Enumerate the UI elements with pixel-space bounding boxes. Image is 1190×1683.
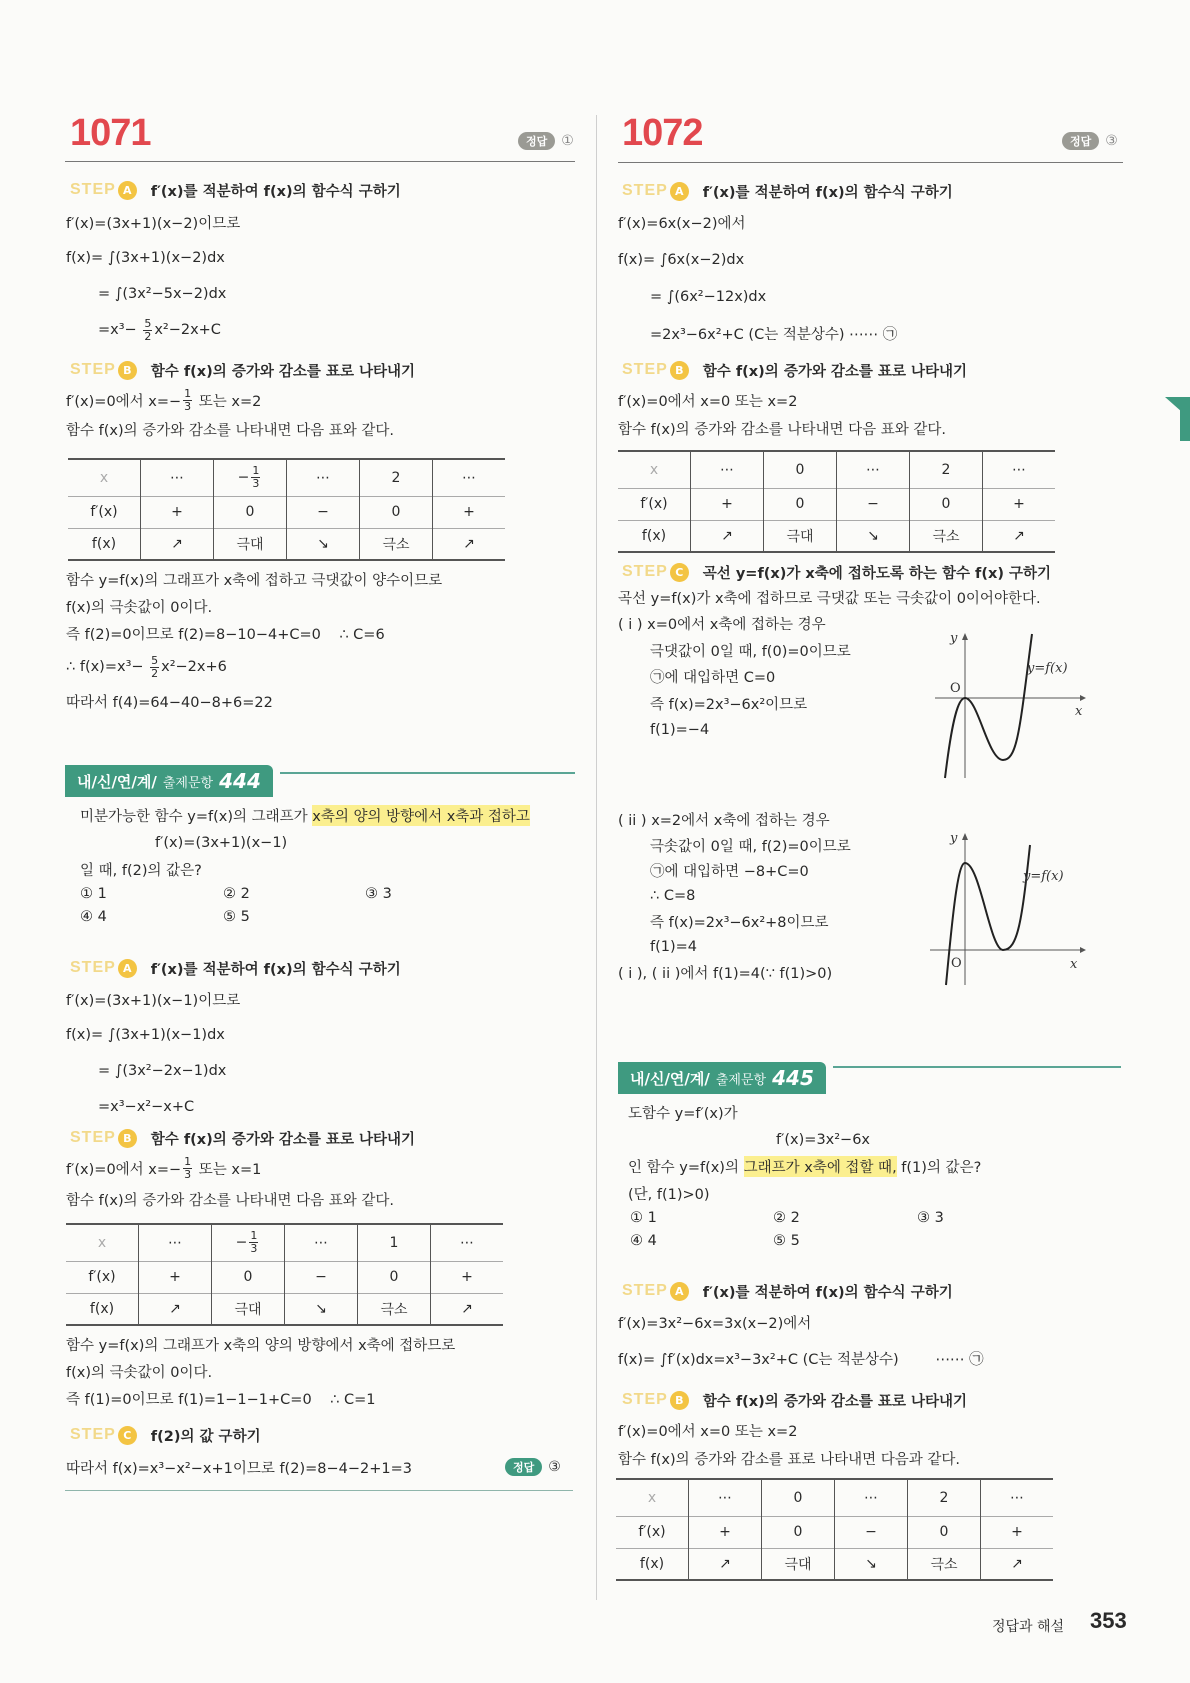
- origin-label: O: [951, 956, 962, 971]
- table-cell: f(x): [66, 1293, 139, 1325]
- text-line: = ∫(3x²−5x−2)dx: [98, 286, 227, 302]
- numerator: 5: [151, 653, 159, 667]
- text-line: = ∫(3x²−2x−1)dx: [98, 1063, 227, 1079]
- table-cell: ⋯: [285, 1224, 358, 1261]
- table-cell: [214, 459, 287, 496]
- text-line: 함수 y=f(x)의 그래프가 x축에 접하고 극댓값이 양수이므로: [66, 573, 443, 589]
- table-cell: ↘: [835, 1548, 908, 1580]
- step-label: STEP: [622, 563, 668, 580]
- step-badge: B: [670, 1391, 689, 1410]
- text-line: ㉠에 대입하면 C=0: [650, 670, 776, 687]
- table-cell: 0: [764, 451, 837, 488]
- text-line: f(x)= ∫(3x+1)(x−2)dx: [66, 250, 225, 266]
- minus-sign: −: [237, 469, 250, 486]
- choice: ② 2: [223, 886, 250, 902]
- text-segment: 미분가능한 함수 y=f(x)의 그래프가: [80, 809, 313, 825]
- table-cell: 0: [764, 488, 837, 520]
- table-cell: 2: [910, 451, 983, 488]
- text-line: f′(x)=(3x+1)(x−1): [155, 834, 288, 851]
- table-cell: +: [981, 1516, 1054, 1548]
- text-line: 따라서 f(x)=x³−x²−x+1이므로 f(2)=8−4−2+1=3: [66, 1460, 412, 1477]
- step-header: [70, 359, 415, 381]
- step-badge: A: [670, 182, 689, 201]
- graph-case-1: [920, 630, 1090, 780]
- text-line: 즉 f(1)=0이므로 f(1)=1−1−1+C=0 ∴ C=1: [66, 1392, 376, 1408]
- fraction: [249, 1230, 258, 1255]
- table-cell: ↗: [139, 1293, 212, 1325]
- step-header: [622, 180, 953, 202]
- table-cell: 0: [762, 1516, 835, 1548]
- step-badge: A: [670, 1282, 689, 1301]
- table-cell: 0: [360, 496, 433, 528]
- table-cell: 0: [908, 1516, 981, 1548]
- table-cell: 극소: [908, 1548, 981, 1580]
- header-rule: [618, 162, 1123, 163]
- text-line: 극솟값이 0일 때, f(2)=0이므로: [650, 838, 851, 855]
- step-header: [70, 179, 401, 201]
- curve-label: y=f(x): [1023, 869, 1064, 884]
- table-cell: f′(x): [66, 1261, 139, 1293]
- text-segment: 또는 x=2: [194, 394, 262, 410]
- table-row: [66, 1293, 503, 1325]
- table-cell: ⋯: [141, 459, 214, 496]
- step-header: [622, 1389, 967, 1411]
- table-cell: 극대: [762, 1548, 835, 1580]
- step-label: STEP: [622, 1282, 668, 1299]
- table-cell: −: [287, 496, 360, 528]
- highlight: x축의 양의 방향에서 x축과 접하고: [312, 805, 530, 826]
- table-cell: 극소: [910, 520, 983, 552]
- y-label: y: [950, 631, 958, 646]
- fraction: [143, 318, 152, 343]
- table-cell: ↘: [837, 520, 910, 552]
- table-cell: 0: [910, 488, 983, 520]
- problem-text: [628, 1099, 981, 1207]
- choice: ⑤ 5: [223, 909, 250, 925]
- table-cell: +: [689, 1516, 762, 1548]
- denominator: 3: [184, 1168, 192, 1181]
- table-row: [68, 528, 505, 560]
- text-segment: ∴ f(x)=x³−: [66, 659, 149, 675]
- table-cell: ⋯: [287, 459, 360, 496]
- step-header: [70, 1127, 415, 1149]
- x-axis-arrow: [1080, 947, 1086, 953]
- table-cell: f′(x): [618, 488, 691, 520]
- text-line: =2x³−6x²+C (C는 적분상수) ⋯⋯ ㉠: [650, 327, 898, 343]
- choice: ② 2: [773, 1210, 800, 1226]
- text-line: 일 때, f(2)의 값은?: [80, 863, 202, 879]
- page-number: 353: [1090, 1608, 1127, 1633]
- table-row: [616, 1479, 1053, 1516]
- origin-label: O: [950, 681, 961, 696]
- step-label: STEP: [70, 959, 116, 976]
- numerator: 1: [252, 464, 260, 478]
- related-problem-badge: [65, 765, 273, 797]
- highlight: 그래프가 x축에 접할 때,: [744, 1156, 897, 1177]
- table-cell: x: [68, 459, 141, 496]
- solution-block: [618, 1304, 984, 1376]
- numerator: 1: [184, 1155, 192, 1168]
- denominator: 2: [144, 329, 152, 343]
- table-cell: 0: [214, 496, 287, 528]
- denominator: 2: [151, 666, 159, 680]
- text-segment: f′(x)=0에서 x=−: [66, 394, 182, 410]
- table-row: [618, 451, 1055, 488]
- step-header: [622, 1280, 953, 1302]
- text-line: [66, 386, 394, 415]
- solution-block: [66, 1331, 455, 1412]
- answer-indicator: [1062, 132, 1118, 150]
- answer-label: 정답: [1062, 132, 1099, 150]
- text-line: ∴ C=8: [650, 888, 696, 905]
- table-cell: ↗: [431, 1293, 504, 1325]
- text-line: 즉 f(x)=2x³−6x²+8이므로: [650, 915, 829, 932]
- variation-table: [616, 1478, 1053, 1581]
- table-cell: f(x): [616, 1548, 689, 1580]
- step-title: f′(x)를 적분하여 f(x)의 함수식 구하기: [150, 183, 401, 200]
- related-title: 내/신/연/계/: [630, 1069, 710, 1088]
- fraction: [183, 1156, 192, 1181]
- table-cell: −: [835, 1516, 908, 1548]
- table-row: [68, 496, 505, 528]
- variation-table: [66, 1223, 503, 1326]
- answer-value: ③: [1105, 133, 1118, 149]
- table-cell: ⋯: [691, 451, 764, 488]
- x-label: x: [1070, 957, 1078, 972]
- table-cell: ⋯: [837, 451, 910, 488]
- text-segment: =x³−: [98, 322, 142, 338]
- table-cell: ⋯: [139, 1224, 212, 1261]
- table-cell: ↗: [983, 520, 1056, 552]
- text-segment: [141, 318, 154, 343]
- table-cell: ⋯: [689, 1479, 762, 1516]
- step-title: 함수 f(x)의 증가와 감소를 표로 나타내기: [702, 363, 968, 380]
- text-segment: x²−2x+C: [154, 322, 221, 338]
- table-cell: ⋯: [835, 1479, 908, 1516]
- table-row: [68, 459, 505, 496]
- step-badge: B: [118, 1129, 137, 1148]
- step-label: STEP: [622, 182, 668, 199]
- text-line: ( ii ) x=2에서 x축에 접하는 경우: [618, 813, 830, 830]
- related-number: 445: [772, 1066, 814, 1090]
- text-line: 즉 f(2)=0이므로 f(2)=8−10−4+C=0 ∴ C=6: [66, 627, 385, 643]
- curve: [945, 634, 1032, 778]
- table-cell: [212, 1224, 285, 1261]
- table-cell: +: [141, 496, 214, 528]
- table-cell: ⋯: [433, 459, 506, 496]
- text-line: ( i ) x=0에서 x축에 접하는 경우: [618, 617, 826, 634]
- table-cell: f(x): [618, 520, 691, 552]
- table-cell: +: [691, 488, 764, 520]
- text-segment: [148, 655, 161, 680]
- table-cell: +: [983, 488, 1056, 520]
- table-cell: x: [66, 1224, 139, 1261]
- text-line: f(x)= ∫(3x+1)(x−1)dx: [66, 1027, 225, 1043]
- step-label: STEP: [70, 361, 116, 378]
- table-cell: 극소: [358, 1293, 431, 1325]
- chapter-tab: [1165, 397, 1190, 441]
- text-line: =x³−x²−x+C: [98, 1099, 195, 1115]
- text-line: (단, f(1)>0): [628, 1187, 710, 1203]
- solution-block: [618, 386, 946, 442]
- text-line: f(x)의 극솟값이 0이다.: [66, 600, 213, 616]
- problem-number: 1071: [70, 112, 151, 154]
- text-line: f(x)의 극솟값이 0이다.: [66, 1365, 213, 1381]
- table-row: [618, 488, 1055, 520]
- choice: ④ 4: [630, 1233, 657, 1249]
- solution-block: [618, 807, 851, 986]
- choice: ④ 4: [80, 909, 107, 925]
- table-cell: f′(x): [616, 1516, 689, 1548]
- choice: ③ 3: [917, 1210, 944, 1226]
- solution-block: [66, 566, 442, 647]
- step-badge: A: [118, 181, 137, 200]
- table-cell: 2: [908, 1479, 981, 1516]
- solution-block: [618, 204, 897, 352]
- table-cell: −: [837, 488, 910, 520]
- denominator: 3: [252, 477, 260, 491]
- text-line: f(1)=4: [650, 939, 698, 956]
- table-row: [618, 520, 1055, 552]
- section-end-rule: [65, 1490, 573, 1491]
- numerator: 5: [144, 316, 152, 330]
- step-header: [622, 359, 967, 381]
- answer-indicator: [518, 132, 574, 150]
- problem-number: 1072: [622, 112, 703, 154]
- table-cell: 극대: [214, 528, 287, 560]
- table-row: [66, 1261, 503, 1293]
- y-axis-arrow: [962, 833, 968, 840]
- text-line: [66, 1153, 394, 1184]
- table-row: [66, 1224, 503, 1261]
- choice: ① 1: [630, 1210, 657, 1226]
- table-cell: ⋯: [981, 1479, 1054, 1516]
- x-axis-arrow: [1080, 695, 1086, 701]
- text-line: 따라서 f(4)=64−40−8+6=22: [66, 694, 273, 711]
- column-divider: [596, 115, 597, 1600]
- table-cell: ↗: [141, 528, 214, 560]
- text-line: = ∫(6x²−12x)dx: [650, 288, 767, 305]
- text-line: f′(x)=(3x+1)(x−1)이므로: [66, 992, 241, 1009]
- table-cell: f(x): [68, 528, 141, 560]
- text-segment: x²−2x+6: [161, 659, 227, 675]
- table-cell: 0: [358, 1261, 431, 1293]
- solution-block: [66, 386, 394, 444]
- table-cell: ⋯: [983, 451, 1056, 488]
- solution-block: [618, 1416, 960, 1472]
- text-line: 곡선 y=f(x)가 x축에 접하므로 극댓값 또는 극솟값이 0이어야한다.: [618, 590, 1041, 607]
- text-line: [66, 312, 240, 348]
- text-line: 함수 f(x)의 증가와 감소를 나타내면 다음 표와 같다.: [66, 1193, 395, 1209]
- table-cell: x: [618, 451, 691, 488]
- table-cell: +: [139, 1261, 212, 1293]
- final-answer: [505, 1458, 561, 1476]
- footer-label: 정답과 해설: [992, 1619, 1065, 1635]
- text-line: 즉 f(x)=2x³−6x²이므로: [650, 696, 808, 713]
- choice: ③ 3: [365, 886, 392, 902]
- table-cell: 극대: [764, 520, 837, 552]
- answer-value: ①: [561, 133, 574, 149]
- graph-case-2: [920, 830, 1090, 990]
- text-line: 함수 f(x)의 증가와 감소를 나타내면 다음 표와 같다.: [618, 421, 947, 438]
- related-number: 444: [219, 769, 261, 793]
- table-cell: +: [431, 1261, 504, 1293]
- solution-block: [66, 204, 240, 348]
- table-cell: ↘: [285, 1293, 358, 1325]
- header-rule: [65, 161, 575, 162]
- step-label: STEP: [70, 1426, 116, 1443]
- text-line: 함수 f(x)의 증가와 감소를 나타내면 다음 표와 같다.: [66, 423, 395, 439]
- answer-value: ③: [548, 1459, 561, 1475]
- table-cell: 2: [360, 459, 433, 496]
- table-cell: 극대: [212, 1293, 285, 1325]
- text-segment: 인 함수 y=f(x)의: [628, 1160, 744, 1176]
- text-line: f′(x)=3x²−6x: [776, 1131, 871, 1148]
- minus-sign: −: [235, 1234, 248, 1251]
- choice: ① 1: [80, 886, 107, 902]
- step-badge: B: [118, 361, 137, 380]
- step-title: f′(x)를 적분하여 f(x)의 함수식 구하기: [702, 184, 953, 201]
- fraction: [183, 388, 192, 413]
- solution-block: [66, 1453, 412, 1481]
- step-label: STEP: [70, 1129, 116, 1146]
- numerator: 1: [250, 1229, 258, 1243]
- table-row: [616, 1548, 1053, 1580]
- table-cell: 0: [762, 1479, 835, 1516]
- step-label: STEP: [622, 1391, 668, 1408]
- numerator: 1: [184, 387, 192, 400]
- step-title: f′(x)를 적분하여 f(x)의 함수식 구하기: [150, 961, 401, 978]
- table-cell: +: [433, 496, 506, 528]
- step-title: f′(x)를 적분하여 f(x)의 함수식 구하기: [702, 1284, 953, 1301]
- step-title: f(2)의 값 구하기: [150, 1428, 261, 1445]
- denominator: 3: [184, 400, 192, 413]
- text-line: f(x)= ∫6x(x−2)dx: [618, 251, 745, 268]
- table-row: [616, 1516, 1053, 1548]
- text-line: 극댓값이 0일 때, f(0)=0이므로: [650, 643, 851, 660]
- y-label: y: [950, 831, 958, 846]
- text-line: f′(x)=3x²−6x=3x(x−2)에서: [618, 1315, 812, 1332]
- section-rule: [280, 772, 575, 774]
- denominator: 3: [250, 1242, 258, 1256]
- text-line: f(x)= ∫f′(x)dx=x³−3x²+C (C는 적분상수) ⋯⋯ ㉠: [618, 1351, 984, 1368]
- table-cell: f′(x): [68, 496, 141, 528]
- step-title: 함수 f(x)의 증가와 감소를 표로 나타내기: [150, 363, 416, 380]
- fraction: [150, 655, 159, 680]
- x-label: x: [1075, 704, 1083, 719]
- table-cell: ⋯: [431, 1224, 504, 1261]
- step-badge: B: [670, 361, 689, 380]
- text-line: f′(x)=6x(x−2)에서: [618, 216, 746, 232]
- text-segment: [181, 1156, 194, 1181]
- variation-table: [68, 458, 505, 561]
- text-line: 함수 y=f(x)의 그래프가 x축의 양의 방향에서 x축에 접하므로: [66, 1338, 456, 1354]
- step-label: STEP: [622, 361, 668, 378]
- section-rule: [833, 1066, 1121, 1068]
- step-title: 함수 f(x)의 증가와 감소를 표로 나타내기: [150, 1131, 416, 1148]
- table-cell: ↗: [433, 528, 506, 560]
- related-title: 내/신/연/계/: [77, 772, 157, 791]
- text-line: 함수 f(x)의 증가와 감소를 표로 나타내면 다음과 같다.: [618, 1451, 961, 1468]
- text-line: f′(x)=0에서 x=0 또는 x=2: [618, 1423, 798, 1440]
- text-line: [80, 802, 530, 829]
- choice: ⑤ 5: [773, 1233, 800, 1249]
- table-cell: −: [285, 1261, 358, 1293]
- text-line: f′(x)=(3x+1)(x−2)이므로: [66, 215, 241, 232]
- problem-text: [80, 802, 530, 883]
- related-sub: 출제문항: [715, 1072, 767, 1088]
- step-header: [70, 1424, 261, 1446]
- table-cell: 극소: [360, 528, 433, 560]
- fraction: [251, 465, 260, 490]
- step-header: [622, 561, 1051, 583]
- related-problem-badge: [618, 1062, 826, 1094]
- text-line: f′(x)=0에서 x=0 또는 x=2: [618, 393, 798, 410]
- variation-table: [618, 450, 1055, 553]
- text-segment: 또는 x=1: [194, 1162, 262, 1178]
- y-axis-arrow: [962, 633, 968, 640]
- step-header: [70, 957, 401, 979]
- step-title: 함수 f(x)의 증가와 감소를 표로 나타내기: [702, 1393, 968, 1410]
- text-line: [628, 1153, 981, 1180]
- text-line: [66, 650, 273, 684]
- text-line: ( i ), ( ii )에서 f(1)=4(∵ f(1)>0): [618, 966, 833, 983]
- solution-block: [66, 981, 240, 1125]
- table-cell: ↗: [689, 1548, 762, 1580]
- text-line: f(1)=−4: [650, 721, 710, 738]
- text-segment: f′(x)=0에서 x=−: [66, 1162, 182, 1178]
- table-cell: ↗: [981, 1548, 1054, 1580]
- text-line: 도함수 y=f′(x)가: [628, 1106, 738, 1122]
- table-cell: ↘: [287, 528, 360, 560]
- text-segment: f(1)의 값은?: [896, 1160, 982, 1176]
- solution-block: [66, 1153, 394, 1215]
- step-badge: C: [670, 563, 689, 582]
- related-sub: 출제문항: [162, 775, 214, 791]
- answer-label: 정답: [505, 1458, 542, 1476]
- text-line: ㉠에 대입하면 −8+C=0: [650, 864, 809, 881]
- answer-label: 정답: [518, 132, 555, 150]
- step-label: STEP: [70, 181, 116, 198]
- text-segment: [181, 388, 194, 413]
- step-badge: A: [118, 959, 137, 978]
- solution-block: [66, 650, 273, 718]
- table-cell: x: [616, 1479, 689, 1516]
- table-cell: 0: [212, 1261, 285, 1293]
- table-cell: ↗: [691, 520, 764, 552]
- step-badge: C: [118, 1426, 137, 1445]
- table-cell: 1: [358, 1224, 431, 1261]
- step-title: 곡선 y=f(x)가 x축에 접하도록 하는 함수 f(x) 구하기: [702, 565, 1052, 582]
- curve-label: y=f(x): [1027, 661, 1068, 676]
